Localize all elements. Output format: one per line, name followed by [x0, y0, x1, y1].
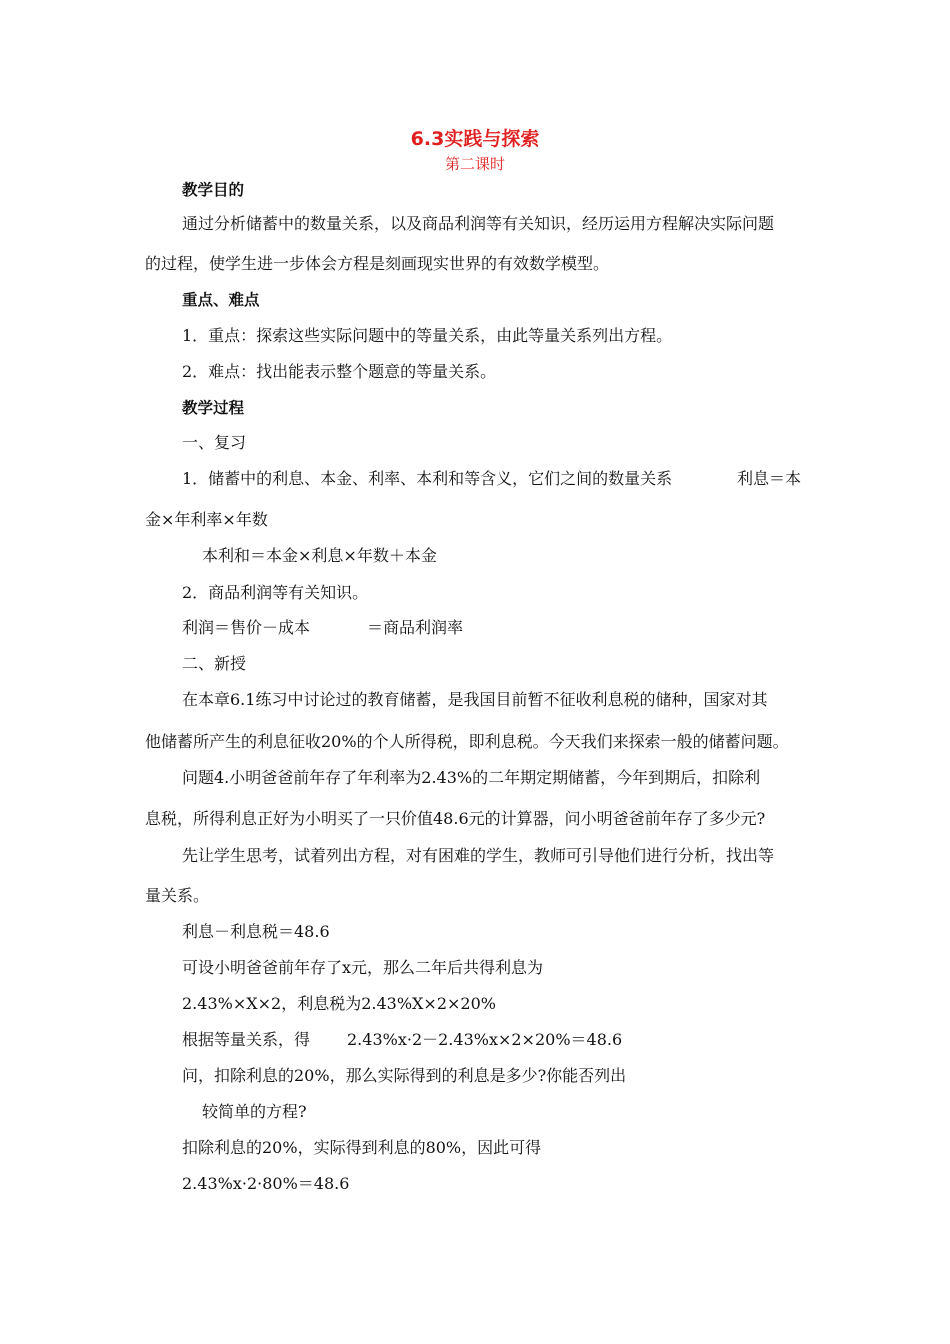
new-paragraph-line2: 他储蓄所产生的利息征收20%的个人所得税，即利息税。今天我们来探索一般的储蓄问题。: [145, 732, 789, 751]
goal-heading: 教学目的: [182, 181, 245, 199]
key-heading: 重点、难点: [182, 291, 260, 309]
key-point-1: 1．重点：探索这些实际问题中的等量关系，由此等量关系列出方程。: [182, 326, 673, 345]
problem-4-line2: 息税，所得利息正好为小明买了一只价值48.6元的计算器，问小明爸爸前年存了多少元?: [145, 809, 766, 828]
review-item-2: 2．商品利润等有关知识。: [182, 583, 369, 602]
review-item-1-line1: 1．储蓄中的利息、本金、利率、本利和等含义，它们之间的数量关系: [182, 469, 673, 488]
review-item-1-line3: 本利和＝本金×利息×年数＋本金: [202, 546, 437, 565]
teaching-note-line1: 先让学生思考，试着列出方程，对有困难的学生，教师可引导他们进行分析，找出等: [182, 846, 775, 865]
equation-4-label: 根据等量关系，得: [182, 1030, 311, 1049]
review-heading: 一、复习: [182, 433, 247, 452]
review-item-1-formula-start: 利息＝本: [737, 469, 802, 488]
question-line1: 问，扣除利息的20%，那么实际得到的利息是多少?你能否列出: [182, 1066, 627, 1085]
goal-text-line2: 的过程，使学生进一步体会方程是刻画现实世界的有效数学模型。: [145, 254, 610, 273]
review-item-1-line2: 金×年利率×年数: [145, 510, 268, 529]
goal-text-line1: 通过分析储蓄中的数量关系，以及商品利润等有关知识，经历运用方程解决实际问题: [182, 214, 775, 233]
equation-4: 2.43%x·2－2.43%x×2×20%＝48.6: [347, 1030, 623, 1049]
equation-1: 利息－利息税＝48.6: [182, 922, 330, 941]
profit-rate-formula: ＝商品利润率: [367, 618, 464, 637]
teaching-note-line2: 量关系。: [145, 886, 210, 905]
problem-4-line1: 问题4.小明爸爸前年存了年利率为2.43%的二年期定期储蓄，今年到期后，扣除利: [182, 768, 761, 787]
page-title: 6.3实践与探索: [410, 128, 540, 150]
profit-formula: 利润＝售价－成本: [182, 618, 311, 637]
equation-8: 2.43%x·2·80%＝48.6: [182, 1174, 350, 1193]
equation-7: 扣除利息的20%，实际得到利息的80%，因此可得: [182, 1138, 542, 1157]
new-paragraph-line1: 在本章6.1练习中讨论过的教育储蓄，是我国目前暂不征收利息税的储种，国家对其: [182, 690, 768, 709]
equation-2: 可设小明爸爸前年存了x元，那么二年后共得利息为: [182, 958, 544, 977]
page-subtitle: 第二课时: [444, 155, 505, 173]
process-heading: 教学过程: [182, 399, 245, 417]
new-heading: 二、新授: [182, 654, 247, 673]
equation-3: 2.43%×X×2，利息税为2.43%X×2×20%: [182, 994, 496, 1013]
question-line2: 较简单的方程?: [202, 1102, 307, 1121]
key-point-2: 2．难点：找出能表示整个题意的等量关系。: [182, 362, 497, 381]
